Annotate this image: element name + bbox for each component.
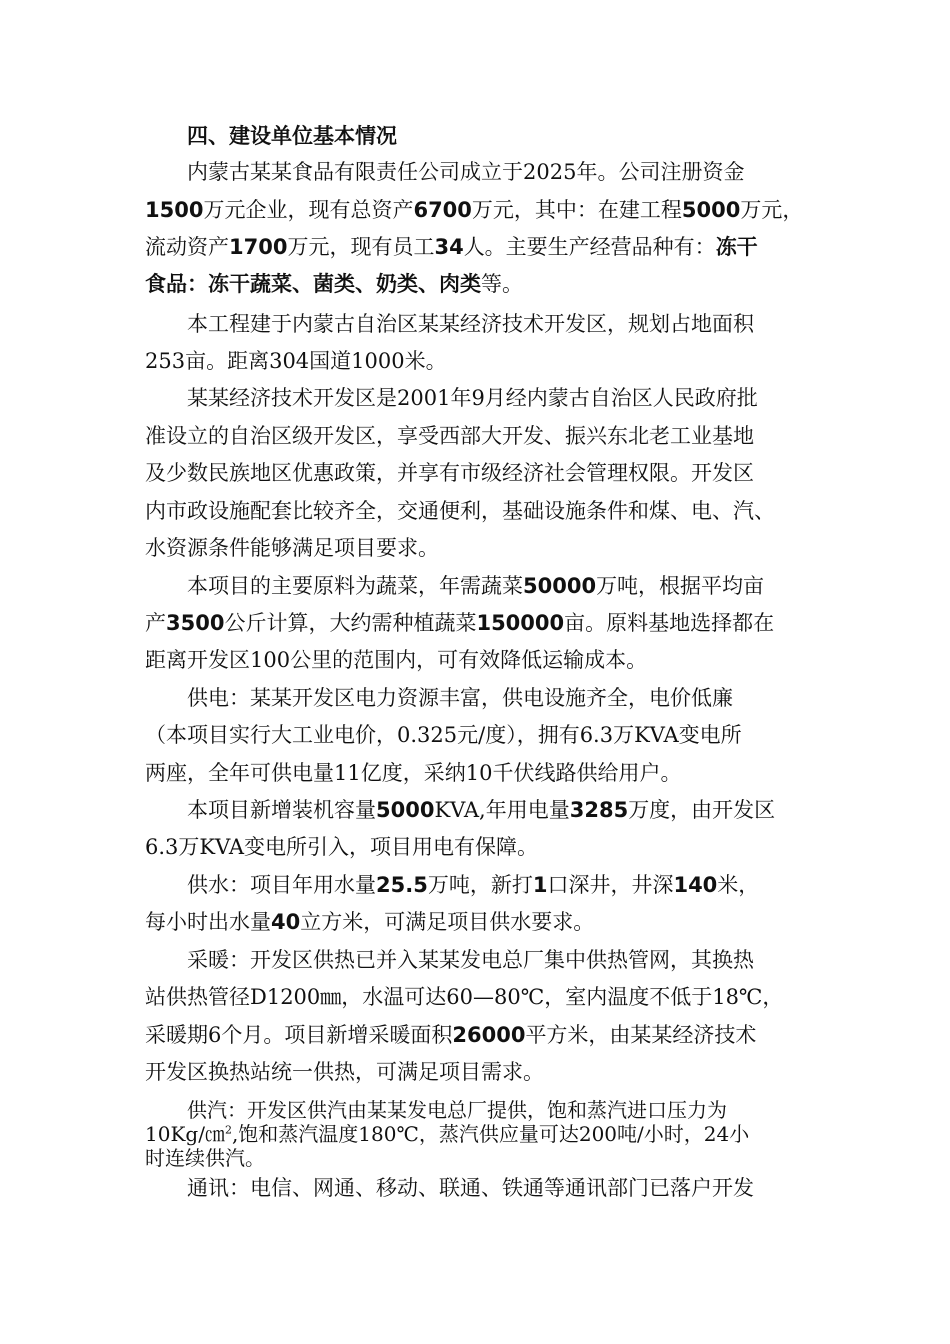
text: 万元，其中：在建工程	[471, 198, 682, 222]
paragraph-zone-line-2: 准设立的自治区级开发区，享受西部大开发、振兴东北老工业基地	[145, 424, 754, 448]
paragraph-materials-line-1	[187, 572, 764, 600]
paragraph-steam-line-3: 时连续供汽。	[145, 1146, 265, 1170]
text: 万元，	[740, 198, 804, 222]
paragraph-location-line-1: 本工程建于内蒙古自治区某某经济技术开发区，规划占地面积	[187, 312, 754, 336]
registered-capital: 1500	[145, 198, 204, 222]
text: 立方米，可满足项目供水要求。	[300, 910, 595, 934]
text: 公斤计算，大约需种植蔬菜	[224, 611, 477, 635]
text: 每小时出水量	[145, 910, 271, 934]
text: KVA,年用电量	[434, 798, 570, 822]
superscript: 2	[224, 1123, 232, 1137]
text: 米，	[717, 873, 760, 897]
text: 产	[145, 611, 166, 635]
vegetable-demand: 50000	[523, 574, 597, 598]
hourly-water-output: 40	[271, 910, 301, 934]
paragraph-capacity-line-1	[187, 796, 775, 824]
paragraph-steam-line-2	[145, 1122, 749, 1146]
paragraph-capacity-line-2: 6.3万KVA变电所引入，项目用电有保障。	[145, 835, 538, 859]
paragraph-company-line-1	[187, 158, 744, 186]
paragraph-company-line-4	[145, 270, 523, 298]
construction-value: 5000	[681, 198, 741, 222]
text: 平方米，由某某经济技术	[525, 1023, 757, 1047]
paragraph-heating-line-3	[145, 1021, 756, 1049]
paragraph-location-line-2: 253亩。距离304国道1000米。	[145, 349, 447, 373]
text: 亩。原料基地选择都在	[564, 611, 775, 635]
paragraph-zone-line-1: 某某经济技术开发区是2001年9月经内蒙古自治区人民政府批	[187, 386, 758, 410]
text: 10Kg/㎝	[145, 1122, 225, 1146]
paragraph-zone-line-5: 水资源条件能够满足项目要求。	[145, 536, 439, 560]
paragraph-power-line-1: 供电：某某开发区电力资源丰富，供电设施齐全，电价低廉	[187, 686, 733, 710]
paragraph-heating-line-2: 站供热管径D1200㎜，水温可达60—80℃，室内温度不低于18℃，	[145, 985, 784, 1009]
text: 万吨，新打	[427, 873, 533, 897]
paragraph-materials-line-2	[145, 609, 774, 637]
paragraph-water-line-1	[187, 871, 759, 899]
product-highlight: 冻干	[715, 235, 758, 259]
text: 本项目的主要原料为蔬菜，年需蔬菜	[187, 574, 523, 598]
text: 采暖期6个月。项目新增采暖面积	[145, 1023, 453, 1047]
paragraph-materials-line-3: 距离开发区100公里的范围内，可有效降低运输成本。	[145, 648, 648, 672]
text: ,饱和蒸汽温度180℃，蒸汽供应量可达200吨/小时，24小	[231, 1122, 750, 1146]
well-count: 1	[532, 873, 548, 897]
paragraph-heating-line-1: 采暖：开发区供热已并入某某发电总厂集中供热管网，其换热	[187, 948, 754, 972]
text: 内蒙古某某食品有限责任公司成立于2025年。公司注册资金	[187, 160, 745, 184]
heating-area: 26000	[452, 1023, 526, 1047]
annual-power-use: 3285	[569, 798, 629, 822]
paragraph-steam-line-1: 供汽：开发区供汽由某某发电总厂提供，饱和蒸汽进口压力为	[187, 1098, 727, 1122]
installed-capacity: 5000	[376, 798, 435, 822]
paragraph-zone-line-3: 及少数民族地区优惠政策，并享有市级经济社会管理权限。开发区	[145, 461, 754, 485]
planting-area: 150000	[476, 611, 565, 635]
text: 万元，现有员工	[287, 235, 435, 259]
paragraph-heating-line-4: 开发区换热站统一供热，可满足项目需求。	[145, 1060, 544, 1084]
paragraph-power-line-3: 两座，全年可供电量11亿度，采纳10千伏线路供给用户。	[145, 761, 682, 785]
text: 万度，由开发区	[628, 798, 776, 822]
section-heading: 四、建设单位基本情况	[187, 123, 397, 148]
total-assets: 6700	[413, 198, 472, 222]
paragraph-water-line-2	[145, 908, 594, 936]
text: 万吨，根据平均亩	[596, 574, 765, 598]
text: 流动资产	[145, 235, 229, 259]
employee-count: 34	[434, 235, 464, 259]
text: 本项目新增装机容量	[187, 798, 376, 822]
text: 万元企业，现有总资产	[203, 198, 414, 222]
paragraph-company-line-3	[145, 233, 758, 261]
paragraph-company-line-2	[145, 196, 803, 224]
paragraph-zone-line-4: 内市政设施配套比较齐全，交通便利，基础设施条件和煤、电、汽、	[145, 499, 775, 523]
text: 人。主要生产经营品种有：	[463, 235, 716, 259]
paragraph-telecom-line-1: 通讯：电信、网通、移动、联通、铁通等通讯部门已落户开发	[187, 1176, 754, 1200]
yield-per-mu: 3500	[166, 611, 225, 635]
text: 供水：项目年用水量	[187, 873, 376, 897]
current-assets: 1700	[229, 235, 288, 259]
well-depth: 140	[673, 873, 718, 897]
text: 口深井，井深	[547, 873, 674, 897]
text: 等。	[481, 272, 523, 296]
product-highlight: 食品：冻干蔬菜、菌类、奶类、肉类	[145, 272, 481, 296]
paragraph-power-line-2: （本项目实行大工业电价，0.325元/度），拥有6.3万KVA变电所	[145, 723, 742, 747]
annual-water-use: 25.5	[376, 873, 428, 897]
